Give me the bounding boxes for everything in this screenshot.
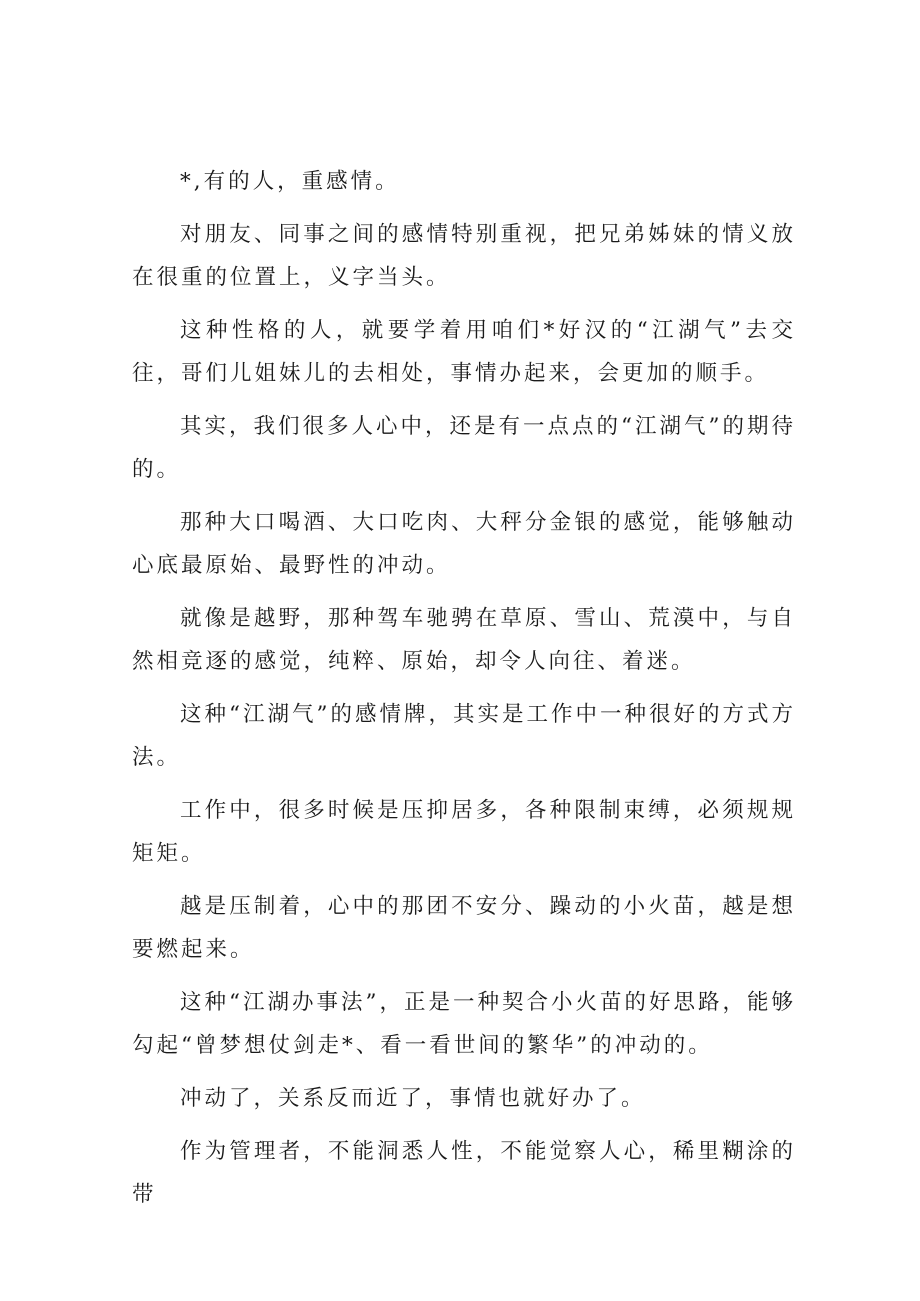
paragraph-4: 其实，我们很多人心中，还是有一点点的“江湖气”的期待的。 [132,414,796,482]
paragraph-2: 对朋友、同事之间的感情特别重视，把兄弟姊妹的情义放在很重的位置上，义字当头。 [132,222,796,290]
paragraph-3: 这种性格的人，就要学着用咱们*好汉的“江湖气”去交往，哥们儿姐妹儿的去相处，事情办起来，会更加的顺手。 [132,318,796,386]
paragraph-6: 就像是越野，那种驾车驰骋在草原、雪山、荒漠中，与自然相竞逐的感觉，纯粹、原始，却令人向往、着迷。 [132,606,796,674]
paragraph-9: 越是压制着，心中的那团不安分、躁动的小火苗，越是想要燃起来。 [132,894,796,962]
paragraph-10: 这种“江湖办事法”，正是一种契合小火苗的好思路，能够勾起“曾梦想仗剑走*、看一看世间的繁华”的冲动的。 [132,990,796,1058]
paragraph-5: 那种大口喝酒、大口吃肉、大秤分金银的感觉，能够触动心底最原始、最野性的冲动。 [132,510,796,578]
paragraph-11: 冲动了，关系反而近了，事情也就好办了。 [180,1086,646,1111]
paragraph-12: 作为管理者，不能洞悉人性，不能觉察人心，稀里糊涂的带 [132,1139,796,1207]
paragraph-7: 这种“江湖气”的感情牌，其实是工作中一种很好的方式方法。 [132,702,796,770]
paragraph-8: 工作中，很多时候是压抑居多，各种限制束缚，必须规规矩矩。 [132,798,796,866]
document-body [132,160,796,1226]
paragraph-1: *,有的人，重感情。 [180,169,400,194]
